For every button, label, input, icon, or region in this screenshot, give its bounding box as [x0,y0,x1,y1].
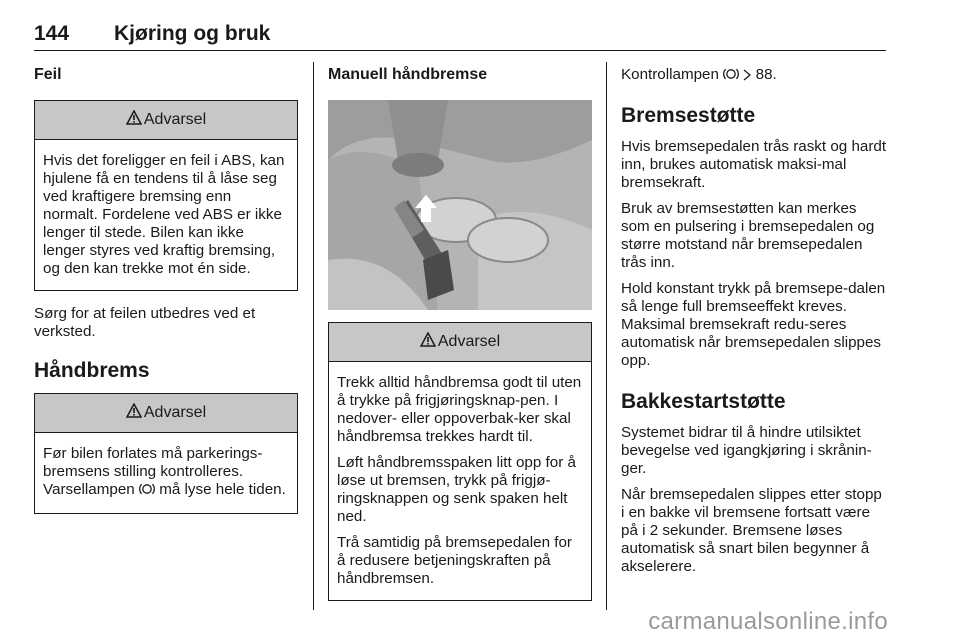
warning-text-3: Trå samtidig på bremsepedalen for å redusere betjeningskraften på håndbremsen. [337,534,572,587]
column-divider [606,62,607,610]
warning-box-handbrake [328,322,592,601]
heading-bremsestotte: Bremsestøtte [621,104,756,127]
paragraph: Bruk av bremsestøtten kan merkes som en pulsering i bremsepedalen og større motstand når bremsepedalen trås inn. [621,200,875,271]
column-3 [621,62,887,584]
reference-page: 88. [755,66,777,83]
page-title: Kjøring og bruk [114,22,271,45]
page-number: 144 [34,22,70,45]
warning-title: Advarsel [437,333,501,350]
warning-header [329,323,591,362]
paragraph-verksted: Sørg for at feilen utbedres ved et verksted. [34,305,256,340]
warning-triangle-icon [126,403,142,423]
page-reference-arrow-icon [743,68,751,86]
warning-triangle-icon [420,332,436,352]
paragraph: Hold konstant trykk på bremsepe-dalen så lenge full bremseeffekt kreves. Maksimal bremsekraft redu-seres automatisk når bremsepedalen slippes opp. [621,280,886,369]
column-divider [313,62,314,610]
paragraph: Systemet bidrar til å hindre utilsiktet bevegelse ved igangkjøring i skrånin-ger. [621,424,872,477]
column-1 [34,62,298,514]
handbrake-illustration [328,100,592,310]
warning-text-1: Trekk alltid håndbremsa godt til uten å trykke på frigjøringsknap-pen. I nedover- eller oppoverbak-ker skal håndbremsa trekkes hardt til. [337,374,582,445]
warning-text-2: Løft håndbremsspaken litt opp for å løse ut bremsen, trykk på frigjø-ringsknappen og senk spaken helt ned. [337,454,576,525]
section-label-feil: Feil [34,66,62,83]
warning-triangle-icon [126,110,142,130]
warning-header [35,101,297,140]
paragraph: Hvis bremsepedalen trås raskt og hardt inn, brukes automatisk maksi-mal bremsekraft. [621,138,887,191]
heading-bakkestartstotte: Bakkestartstøtte [621,390,786,413]
brake-warning-lamp-icon [723,67,739,86]
warning-text: Før bilen forlates må parkerings-bremsens stilling kontrolleres. Varsellampen må lyse hele tiden. [43,445,289,501]
section-label-manuell: Manuell håndbremse [328,66,488,83]
column-2 [328,62,592,601]
warning-text: Hvis det foreligger en feil i ABS, kan hjulene få en tendens til å låse seg ved kraftigere bremsing enn normalt. Fordelene ved ABS er ikke lenger til stede. Bilen kan ikke lenger styres ved kraftig bremsing, og den kan trekke mot én side. [43,152,285,277]
warning-box-abs [34,100,298,291]
warning-box-parking [34,393,298,514]
watermark: carmanualsonline.info [648,608,888,635]
warning-title: Advarsel [143,111,207,128]
reference-line: Kontrollampen 88. [621,66,887,86]
warning-title: Advarsel [143,404,207,421]
page-header [34,22,886,51]
brake-warning-lamp-icon [139,482,155,501]
heading-handbrems: Håndbrems [34,359,150,382]
paragraph: Når bremsepedalen slippes etter stopp i en bakke vil bremsene fortsatt være på i 2 sekunder. Bremsene løses automatisk så snart bilen begynner å akselerere. [621,486,882,575]
warning-header [35,394,297,433]
